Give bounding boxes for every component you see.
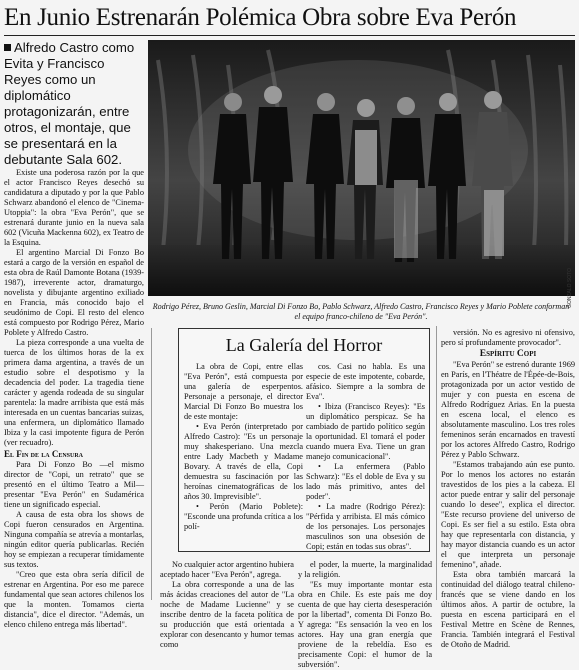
body-paragraph: versión. No es agresivo ni ofensivo, pero sí profundamente provocador". <box>441 328 575 347</box>
left-column <box>4 168 144 629</box>
body-paragraph: Esta obra también marcará la continuidad del diálogo teatral chileno-francés que se viene dando en los últimos años. A partir de octubre, la puesta en escena participará en el Festival Mettre en Scène de Rennes, Francia. También integrará el Festival de Otoño de Madrid. <box>441 570 575 649</box>
body-paragraph: "Eva Perón" se estrenó durante 1969 en París, en l'Théatre de l'Épée-de-Bois, protagonizada por un actor vestido de mujer y con puesta en escena de Alfredo Rodríguez Arias. En la puesta en escena local, el elenco es absolutamente masculino. Los tres roles femeninos serán encarnados en travestí por los actores Alfredo Castro, Rodrigo Pérez y Pablo Schwarz. <box>441 360 575 459</box>
box-paragraph: • Ibiza (Francisco Reyes): "Es un diplomático perspicaz. Se ha cambiado de partido político según la oportunidad. El tomará el poder cuando muera Eva. Tiene un gran manejo comunicacional". <box>306 402 425 461</box>
photo-credit: GONZALO SOTO <box>567 268 573 308</box>
body-paragraph: el poder, la muerte, la marginalidad y la religión. <box>298 560 432 579</box>
right-column <box>441 328 575 649</box>
box-paragraph: • Perón (Mario Poblete): "Esconde una profunda crítica a los polí- <box>184 502 303 531</box>
headline: En Junio Estrenarán Polémica Obra sobre Eva Perón <box>4 4 517 31</box>
body-paragraph: A causa de esta obra los shows de Copi fueron censurados en Argentina. Ninguna compañía se atrevía a montarlas, ningún editor quería publicarlas. Recién hoy se empiezan a recuperar tímidamente sus textos. <box>4 510 144 569</box>
sidebar-box-col-1 <box>184 362 303 546</box>
lead-paragraph <box>4 40 144 168</box>
photo-caption: Rodrigo Pérez, Bruno Geslin, Marcial Di Fonzo Bo, Pablo Schwarz, Alfredo Castro, Francisco Reyes y Mario Poblete conforman el equipo franco-chileno de "Eva Perón". <box>152 302 570 321</box>
section-subhead: El Fin de la Censura <box>4 449 84 459</box>
body-paragraph: La pieza corresponde a una vuelta de tuerca de los últimos horas de la ex primera dama argentina, a través de un estudio sobre el despotismo y la decadencia del poder. La tragedia tiene carácter y agenda rodeada de su singular parentela: la madre arribista que está más interesada en un cuentas bancarias suizas, una enfermera, un diplomático llamado Ibiza y la casi impotente figura de Perón (ver recuadro). <box>4 338 144 447</box>
column-divider <box>436 326 437 600</box>
box-paragraph: • La enfermera (Pablo Schwarz): "Es el doble de Eva y su lado más primitivo, antes del poder". <box>306 462 425 501</box>
lead-text: Alfredo Castro como Evita y Francisco Reyes como un diplomático protagonizarán, entre otros, el montaje, que se presentará en la debutante Sala 602. <box>4 40 135 167</box>
sidebar-box-col-2 <box>306 362 425 551</box>
headline-rule <box>4 35 575 36</box>
body-paragraph: Para Di Fonzo Bo —el mismo director de "Copi, un retrato" que se presentó en el último Teatro a Mil— presentar "Eva Perón" en Sudamérica tiene un significado especial. <box>4 460 144 509</box>
bottom-col-2 <box>298 560 432 669</box>
body-paragraph: La obra corresponde a una de las más ácidas creaciones del autor de "La noche de Madame Lucienne" y se inscribe dentro de la faceta política de su producción que está orientada a explorar con desencanto y humor temas como <box>160 580 294 649</box>
column-divider <box>151 328 152 600</box>
article-photo <box>148 40 575 296</box>
body-paragraph: Existe una poderosa razón por la que el actor Francisco Reyes desechó su candidatura a diputado y por la que Pablo Schwarz abandonó el elenco de "Cinema-Utoppia": la obra "Eva Perón", que se estrenará durante junio en la nueva sala 602 (Vicuña Mackenna 602), ex Teatro de la Esquina. <box>4 168 144 247</box>
stage-photo-illustration <box>148 40 575 296</box>
body-paragraph: No cualquier actor argentino hubiera aceptado hacer "Eva Perón", agrega. <box>160 560 294 579</box>
box-paragraph: • La madre (Rodrigo Pérez): "Pérfida y arribista. El más cómico de los personajes. Los personajes masculinos son una obsesión de Copi; están en todas sus obras". <box>306 502 425 551</box>
sidebar-box-title: La Galería del Horror <box>225 335 383 355</box>
body-paragraph: "Creo que esta obra sería difícil de estrenar en Argentina. Por eso me parece fundamental que sean actores chilenos los que la monten. Tomamos cierta distancia", dice el director. "Además, un elenco chileno entrega más libertad". <box>4 570 144 629</box>
body-paragraph: "Estamos trabajando aún ese punto. Por lo menos los actores no estarán travestidos de los pies a la cabeza. El actor puede entrar y salir del personaje cuando lo desee", explica el director. "Este recurso proviene del universo de Copi. Es ser fiel a su estilo. Esta obra hay que representarla con distancia, y hay mayor distancia cuando es un actor el que interpreta un personaje femenino", añade. <box>441 460 575 569</box>
body-paragraph: "Es muy importante montar esta obra en Chile. Es este país me doy cuenta de que hay cierta desesperación por la libertad", comenta Di Fonzo Bo. Y agrega: "Es sensación la veo en los actores. Hay una gran energía que proviene de la rebeldía. Eso es precisamente Copi: el humor de la subversión". <box>298 580 432 669</box>
bullet-icon <box>4 44 11 51</box>
bottom-col-1 <box>160 560 294 649</box>
section-subhead: Espíritu Copi <box>479 349 537 359</box>
box-paragraph: cos. Casi no habla. Es una especie de este impotente, cobarde, afásico. Siempre a la sombra de Eva". <box>306 362 425 401</box>
body-paragraph: El argentino Marcial Di Fonzo Bo estará a cargo de la versión en español de esta obra de Raúl Damonte Botana (1939-1987), irreverente actor, dramaturgo, novelista y dibujante argentino exiliado en Francia, más conocido bajo el seudónimo de Copi. El resto del elenco está compuesto por Rodrigo Pérez, Mario Poblete y Alfredo Castro. <box>4 248 144 337</box>
box-paragraph: • Eva Perón (interpretado por Alfredo Castro): "Es un personaje muy shakesperiano. Una mezcla entre Lady Macbeth y Madame Bovary. A través de ella, Copi demuestra su fascinación por las heroínas cinematográficas de los años 30. Imprevisible". <box>184 422 303 501</box>
box-paragraph: La obra de Copi, entre ellas "Eva Perón", está compuesta por una galería de esperpentos. Personaje a personaje, el director Marcial Di Fonzo Bo muestra los de este montaje: <box>184 362 303 421</box>
